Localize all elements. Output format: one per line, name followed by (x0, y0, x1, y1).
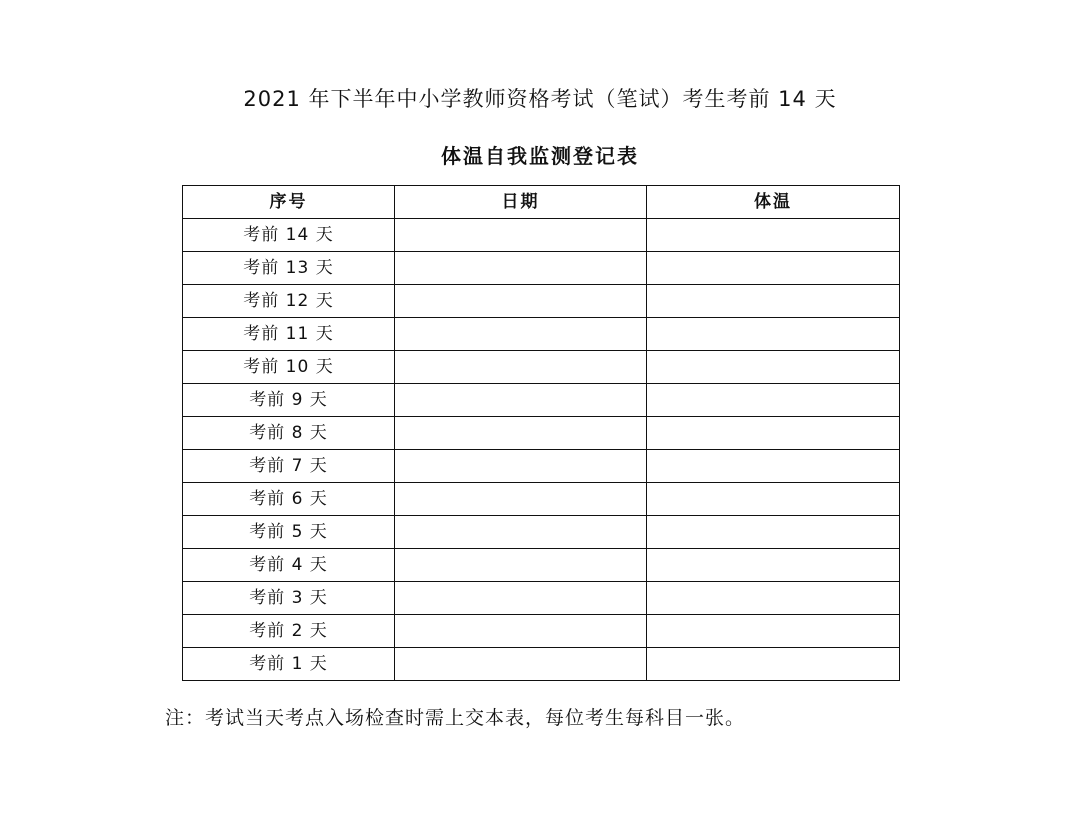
row-seq-cell: 考前 5 天 (183, 516, 395, 549)
table-row (183, 351, 900, 384)
table-row (183, 417, 900, 450)
table-row (183, 318, 900, 351)
row-date-cell (395, 351, 647, 384)
header-seq: 序号 (183, 186, 395, 219)
table-row (183, 285, 900, 318)
row-date-cell (395, 516, 647, 549)
row-date-cell (395, 615, 647, 648)
row-date-cell (395, 285, 647, 318)
footer-note: 注：考试当天考点入场检查时需上交本表，每位考生每科目一张。 (165, 707, 746, 729)
row-seq-cell: 考前 2 天 (183, 615, 395, 648)
row-date-cell (395, 648, 647, 681)
row-seq-cell: 考前 6 天 (183, 483, 395, 516)
table-header-row (183, 186, 900, 219)
row-seq-cell: 考前 9 天 (183, 384, 395, 417)
row-seq-cell: 考前 11 天 (183, 318, 395, 351)
row-date-cell (395, 252, 647, 285)
row-seq-cell: 考前 4 天 (183, 549, 395, 582)
row-temperature-cell (647, 549, 900, 582)
row-temperature-cell (647, 351, 900, 384)
row-temperature-cell (647, 615, 900, 648)
row-seq-cell: 考前 1 天 (183, 648, 395, 681)
row-seq-cell: 考前 10 天 (183, 351, 395, 384)
table-row (183, 450, 900, 483)
row-date-cell (395, 417, 647, 450)
row-seq-cell: 考前 8 天 (183, 417, 395, 450)
table-row (183, 252, 900, 285)
row-temperature-cell (647, 285, 900, 318)
row-seq-cell: 考前 14 天 (183, 219, 395, 252)
row-temperature-cell (647, 252, 900, 285)
row-temperature-cell (647, 219, 900, 252)
row-temperature-cell (647, 417, 900, 450)
row-temperature-cell (647, 483, 900, 516)
row-seq-cell: 考前 12 天 (183, 285, 395, 318)
header-temperature: 体温 (647, 186, 900, 219)
row-temperature-cell (647, 450, 900, 483)
row-seq-cell: 考前 13 天 (183, 252, 395, 285)
row-date-cell (395, 450, 647, 483)
row-date-cell (395, 549, 647, 582)
document-title: 2021 年下半年中小学教师资格考试（笔试）考生考前 14 天 (243, 87, 837, 111)
row-seq-cell: 考前 3 天 (183, 582, 395, 615)
table-row (183, 384, 900, 417)
row-date-cell (395, 219, 647, 252)
row-temperature-cell (647, 582, 900, 615)
row-date-cell (395, 384, 647, 417)
table-row (183, 615, 900, 648)
row-seq-cell: 考前 7 天 (183, 450, 395, 483)
row-date-cell (395, 582, 647, 615)
table-body (183, 219, 900, 681)
table-row (183, 648, 900, 681)
row-temperature-cell (647, 318, 900, 351)
table-row (183, 582, 900, 615)
header-date: 日期 (395, 186, 647, 219)
temperature-log-table (182, 185, 900, 681)
row-date-cell (395, 483, 647, 516)
row-temperature-cell (647, 384, 900, 417)
row-date-cell (395, 318, 647, 351)
table-row (183, 516, 900, 549)
row-temperature-cell (647, 648, 900, 681)
document-subtitle: 体温自我监测登记表 (441, 144, 639, 168)
table-row (183, 219, 900, 252)
table-row (183, 483, 900, 516)
row-temperature-cell (647, 516, 900, 549)
table-row (183, 549, 900, 582)
